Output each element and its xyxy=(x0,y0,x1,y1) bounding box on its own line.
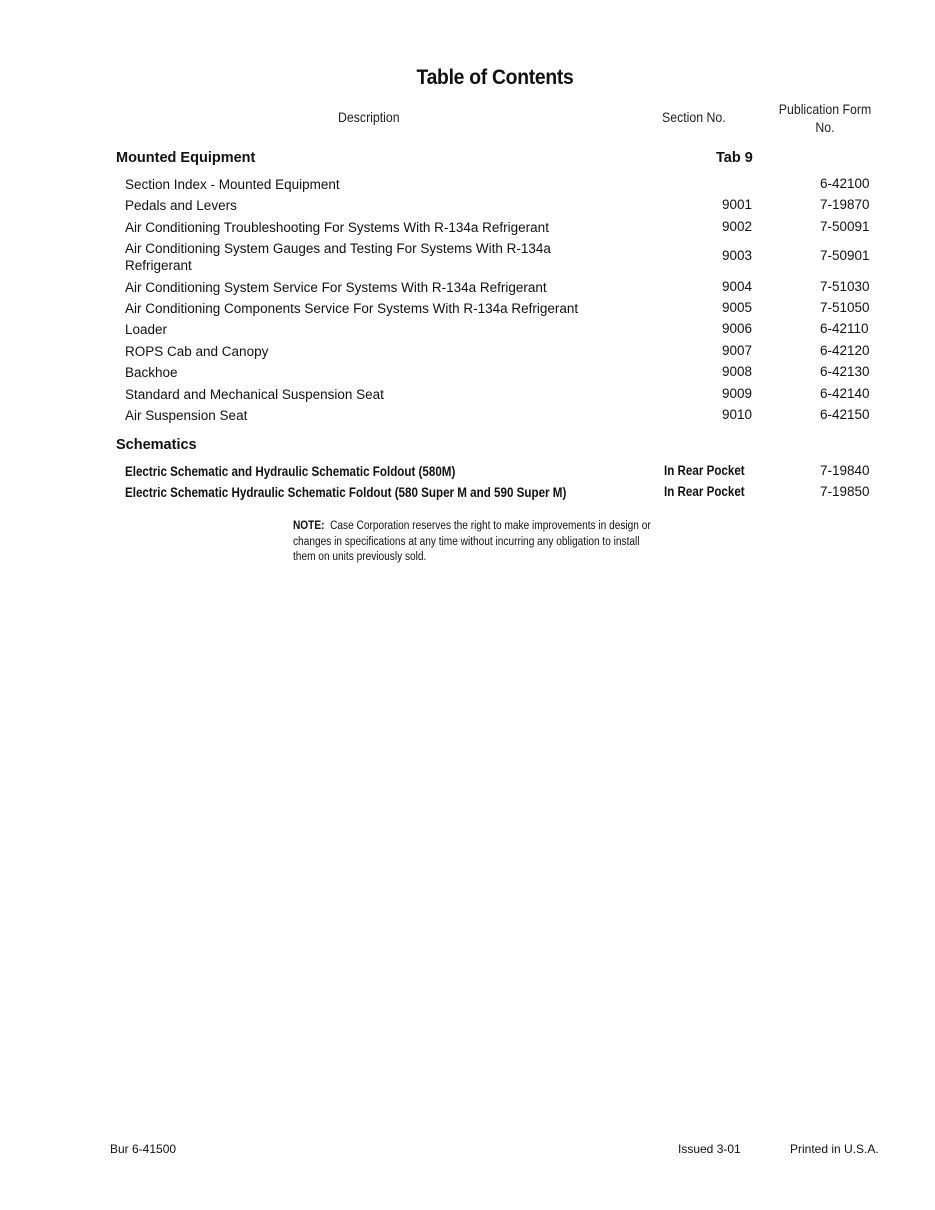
row-section: 9005 xyxy=(722,300,753,315)
row-section: 9010 xyxy=(722,407,753,422)
group-title-schematics: Schematics xyxy=(116,437,197,453)
header-pub-line2: No. xyxy=(815,119,835,135)
row-section: 9007 xyxy=(722,343,753,358)
row-form: 7-50091 xyxy=(820,219,870,234)
note xyxy=(293,519,663,566)
group-title-mounted-equipment: Mounted Equipment xyxy=(116,150,256,166)
row-form: 7-19870 xyxy=(820,197,870,212)
row-form: 7-51030 xyxy=(820,279,870,294)
row-form: 7-51050 xyxy=(820,300,870,315)
row-section: 9008 xyxy=(722,364,753,379)
row-section: 9001 xyxy=(722,197,753,212)
header-pub-line1: Publication Form xyxy=(778,101,872,117)
header-section-no: Section No. xyxy=(662,109,726,125)
row-form: 6-42130 xyxy=(820,364,870,379)
row-form: 7-50901 xyxy=(820,248,870,263)
row-description: Backhoe xyxy=(125,365,178,380)
row-form: 6-42110 xyxy=(820,321,869,336)
note-label: NOTE: xyxy=(293,520,325,532)
row-description: Air Conditioning Troubleshooting For Systems With R-134a Refrigerant xyxy=(125,220,549,235)
row-section: 9003 xyxy=(722,248,753,263)
group-tab: Tab 9 xyxy=(716,150,753,166)
header-publication-form-no xyxy=(777,100,874,136)
row-description: Section Index - Mounted Equipment xyxy=(125,177,340,192)
row-form: 7-19840 xyxy=(820,463,870,478)
row-section: 9004 xyxy=(722,279,753,294)
row-section: 9006 xyxy=(722,321,753,336)
row-description: Loader xyxy=(125,322,168,337)
row-form: 7-19850 xyxy=(820,484,870,499)
row-description: Pedals and Levers xyxy=(125,198,237,213)
footer-issued: Issued 3-01 xyxy=(678,1142,741,1156)
row-description: Electric Schematic and Hydraulic Schematic Foldout (580M) xyxy=(125,464,456,479)
note-text: Case Corporation reserves the right to make improvements in design or changes in specifications at any time without incurring any obligation to install them on units previously sold. xyxy=(293,520,651,563)
header-description: Description xyxy=(338,109,400,125)
row-description: Air Conditioning System Service For Systems With R-134a Refrigerant xyxy=(125,280,547,295)
row-form: 6-42150 xyxy=(820,407,870,422)
row-description: Air Conditioning System Gauges and Testing For Systems With R-134a Refrigerant xyxy=(125,241,551,273)
row-description: Electric Schematic Hydraulic Schematic Foldout (580 Super M and 590 Super M) xyxy=(125,485,567,500)
row-form: 6-42140 xyxy=(820,386,870,401)
row-description: Standard and Mechanical Suspension Seat xyxy=(125,387,384,402)
page-title: Table of Contents xyxy=(416,66,574,89)
row-section: 9002 xyxy=(722,219,753,234)
row-section: In Rear Pocket xyxy=(664,463,745,478)
row-description: ROPS Cab and Canopy xyxy=(125,344,269,359)
row-form: 6-42100 xyxy=(820,176,870,191)
row-section: In Rear Pocket xyxy=(664,484,745,499)
footer-printed: Printed in U.S.A. xyxy=(790,1142,879,1156)
footer-doc-number: Bur 6-41500 xyxy=(110,1142,177,1156)
row-description: Air Suspension Seat xyxy=(125,408,248,423)
row-form: 6-42120 xyxy=(820,343,870,358)
row-section: 9009 xyxy=(722,386,753,401)
row-description: Air Conditioning Components Service For Systems With R-134a Refrigerant xyxy=(125,301,579,316)
